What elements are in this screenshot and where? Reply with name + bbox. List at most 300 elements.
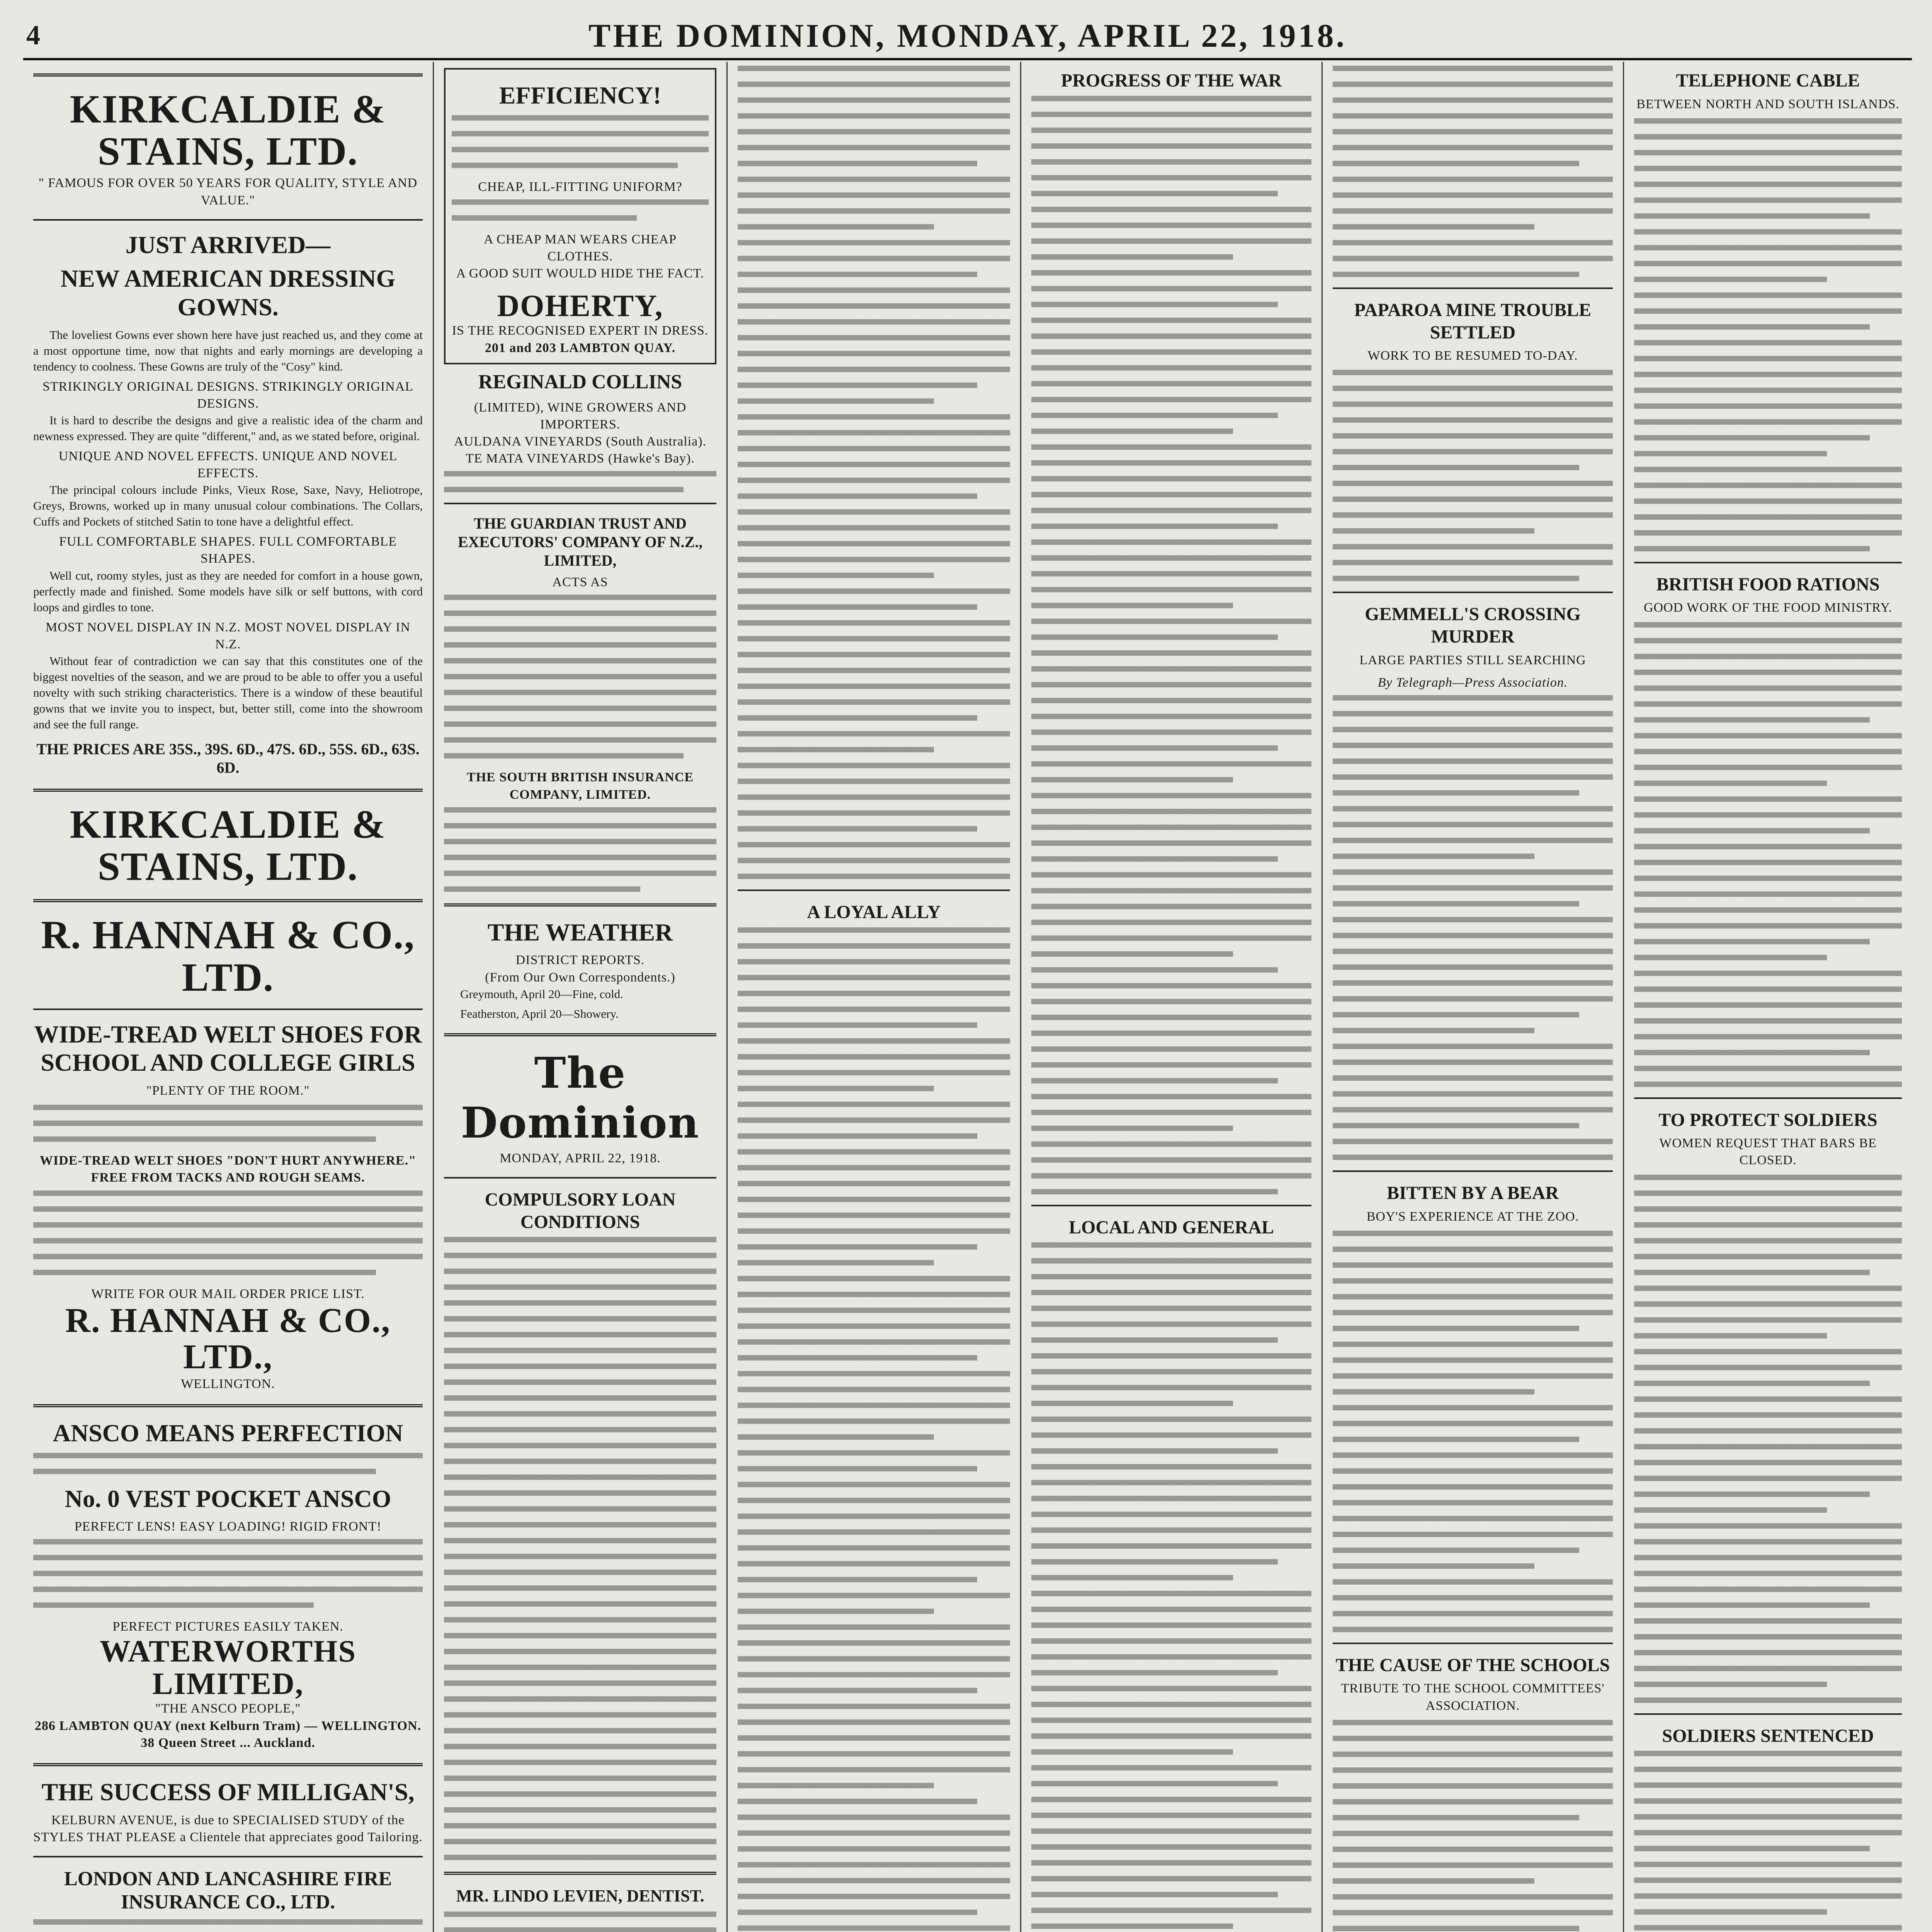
text-line [1031,1385,1311,1390]
text-line [1333,192,1613,198]
text-line [738,1894,1010,1899]
text-line [1031,555,1311,561]
text-line [1333,1500,1613,1505]
text-line [1031,1189,1278,1194]
food-rations-heading: BRITISH FOOD RATIONS [1656,574,1880,595]
text-line [1333,1862,1613,1868]
text-line [1333,980,1613,986]
text-line [738,351,1010,356]
text-line [1333,240,1613,245]
text-line [738,1102,1010,1107]
text-line [1031,238,1311,244]
divider [33,1856,423,1857]
text-line [1634,435,1870,440]
text-line [1634,1050,1870,1055]
dentist-levien: MR. LINDO LEVIEN, DENTIST. [456,1886,704,1906]
text-line [738,335,1010,340]
text-line [1031,1353,1311,1359]
text-line [738,794,1010,800]
text-line [1333,711,1613,716]
text-line [1333,66,1613,71]
schools-sub: TRIBUTE TO THE SCHOOL COMMITTEES' ASSOCIATION. [1341,1681,1605,1713]
text-line [1031,1781,1278,1786]
divider [33,1763,423,1766]
divider [444,503,716,504]
ad-ansco-model: No. 0 VEST POCKET ANSCO [65,1485,391,1512]
efficiency-ad [444,68,716,364]
ad-prices: THE PRICES ARE 35S., 39S. 6D., 47S. 6D., 55S. 6D., 63S. 6D. [36,740,420,777]
column-4 [1020,62,1321,1932]
ad-hannah-footer: WRITE FOR OUR MAIL ORDER PRICE LIST. [91,1286,365,1301]
text-line [1333,465,1579,470]
text-line [1634,1682,1827,1687]
columns [23,62,1912,1932]
text-line [1031,286,1311,291]
ad-ansco-features: PERFECT LENS! EASY LOADING! RIGID FRONT! [74,1519,382,1534]
text-line [738,1815,1010,1820]
divider [1333,592,1613,593]
text-line [1031,1607,1311,1612]
text-line [1031,159,1311,165]
text-line [1333,1752,1613,1757]
text-line [738,1022,977,1028]
text-line [1634,134,1902,139]
text-line [738,991,1010,996]
text-line [738,446,1010,451]
article-text-lines [738,927,1010,1932]
text-line [1031,888,1311,893]
text-line [738,620,1010,626]
text-line [1333,822,1613,827]
text-line [1634,1878,1902,1883]
text-line [738,715,977,721]
text-line [738,1735,1010,1741]
text-line [1031,1274,1311,1279]
weather-sub: DISTRICT REPORTS. [515,953,645,968]
ad-paragraph: The loveliest Gowns ever shown here have just reached us, and they come at a most opportune time, now that nights and early mornings are developing a tendency to coolness. These Gowns are truly of the "Cosy" kind. [33,328,423,373]
text-line [738,684,1010,689]
column-3 [726,62,1020,1932]
text-line [1333,560,1613,565]
text-line [738,826,977,832]
text-line [1634,1476,1902,1481]
text-line [1634,514,1902,520]
text-line [1333,1611,1613,1616]
text-line [1333,1044,1613,1049]
text-line [1333,790,1579,796]
column-6 [1623,62,1912,1932]
text-line [1333,1310,1613,1315]
text-line [738,1149,1010,1155]
text-line [1634,1925,1902,1930]
text-line [1634,261,1902,266]
weather-heading: THE WEATHER [487,918,673,946]
text-line [1031,777,1233,782]
text-line [1333,386,1613,391]
text-line [1333,838,1613,843]
text-line [1634,986,1902,992]
divider [444,1033,716,1036]
ad-text [33,653,423,732]
paparoa-heading: PAPAROA MINE TROUBLE SETTLED [1354,300,1592,343]
text-line [1333,528,1534,534]
text-line [1634,530,1902,536]
text-line [1634,467,1902,472]
text-line [1031,1173,1311,1179]
divider [1333,287,1613,289]
text-line [1031,840,1311,846]
text-line [1031,524,1278,529]
text-line [1031,1448,1278,1454]
text-line [1333,544,1613,549]
text-line [1333,1155,1613,1160]
text-line [738,763,1010,768]
text-line [1031,1844,1311,1850]
text-line [738,1466,977,1471]
ad-subheading: UNIQUE AND NOVEL EFFECTS. UNIQUE AND NOVEL EFFECTS. [58,449,398,481]
text-line [738,145,1010,150]
masthead [23,15,1912,60]
text-line [1634,717,1870,723]
text-line [738,1577,977,1582]
compulsory-loan-heading: COMPULSORY LOAN CONDITIONS [485,1189,676,1232]
text-line [1031,1702,1311,1707]
text-line [1634,1893,1902,1899]
text-line [1333,1060,1613,1065]
text-line [1333,1516,1613,1521]
text-line [1634,182,1902,187]
text-line [1031,1015,1311,1020]
text-line [1333,1437,1579,1442]
text-line [1634,324,1870,330]
text-line [1031,1654,1311,1660]
text-line [738,1276,1010,1281]
text-line [1634,1254,1902,1259]
text-line [1031,397,1311,402]
text-line [738,224,934,230]
telephone-cable-heading: TELEPHONE CABLE [1676,70,1860,91]
text-line [1333,256,1613,261]
ad-kirkcaldie-title: KIRKCALDIE & STAINS, LTD. [70,87,386,174]
text-line [1031,1110,1311,1115]
text-line [738,1070,1010,1075]
divider [33,899,423,902]
weather-reports [444,986,716,1022]
text-line [1634,118,1902,124]
text-line [1634,372,1902,377]
ad-text-lines [33,1105,423,1142]
text-line [1634,1270,1870,1275]
text-line [1634,1523,1902,1529]
text-line [1634,1798,1902,1804]
text-line [1333,1532,1613,1537]
text-line [1333,1357,1613,1363]
text-line [1634,1190,1902,1196]
gemmell-byline: By Telegraph—Press Association. [1378,675,1568,690]
text-line [1031,270,1311,276]
text-line [1031,587,1311,592]
text-line [1333,1736,1613,1741]
text-line [1634,828,1870,833]
ad-text-lines [452,115,709,168]
text-line [1333,917,1613,922]
guardian-acts: ACTS AS [552,575,608,590]
text-line [738,1799,977,1804]
text-line [1333,433,1613,439]
ad-text-lines [452,199,709,221]
text-line [738,1862,1010,1867]
text-line [1031,381,1311,386]
text-line [738,779,1010,784]
text-line [738,525,1010,531]
ad-just-arrived: JUST ARRIVED— [125,231,331,259]
text-line [1333,1028,1534,1033]
article-text-lines [1634,1751,1902,1932]
text-line [738,1624,1010,1630]
text-line [1634,923,1902,929]
text-line [1634,701,1902,707]
text-line [1634,749,1902,754]
text-line [1333,1926,1579,1931]
text-line [738,66,1010,71]
text-line [738,192,1010,198]
south-british-heading: THE SOUTH BRITISH INSURANCE COMPANY, LIMITED. [466,770,694,802]
text-line [738,1007,1010,1012]
bear-heading: BITTEN BY A BEAR [1386,1182,1559,1203]
text-line [1333,1139,1613,1144]
text-line [738,240,1010,245]
text-line [1031,1078,1278,1083]
text-line [1031,745,1278,751]
text-line [738,82,1010,87]
text-line [738,1719,1010,1725]
text-line [738,1355,977,1361]
ad-text-lines [444,1912,716,1932]
food-rations-sub: GOOD WORK OF THE FOOD MINISTRY. [1643,600,1893,615]
text-line [1333,1231,1613,1236]
text-line [738,1704,1010,1709]
text-line [1634,1460,1902,1465]
text-line [1634,765,1902,770]
text-line [1634,340,1902,345]
ad-subheading: FULL COMFORTABLE SHAPES. FULL COMFORTABLE SHAPES. [59,534,397,566]
text-line [1031,207,1311,212]
ad-text-lines [444,807,716,892]
text-line [1634,1862,1902,1867]
text-line [1634,1587,1902,1592]
divider [33,219,423,221]
ad-text-lines [444,595,716,759]
divider [33,1404,423,1407]
text-line [1031,1046,1311,1052]
text-line [1031,1828,1311,1834]
text-line [1031,254,1233,260]
ad-hannah-title-2: R. HANNAH & CO., LTD., [65,1301,391,1376]
text-line [738,1767,1010,1772]
doherty-sub: IS THE RECOGNISED EXPERT IN DRESS. [452,323,709,338]
text-line [1031,413,1278,418]
article-text-lines [1031,96,1311,1194]
text-line [1031,935,1311,941]
column-2 [433,62,726,1932]
text-line [1031,1670,1278,1675]
text-line [1634,213,1870,219]
text-line [1333,97,1613,103]
text-line [1031,1432,1311,1438]
text-line [1634,1412,1902,1418]
column-1 [23,62,433,1932]
text-line [738,573,934,578]
text-line [1333,1107,1613,1112]
text-line [1333,1405,1613,1410]
text-line [1031,1512,1311,1517]
text-line [738,1783,934,1788]
ad-hannah-city: WELLINGTON. [181,1376,275,1391]
text-line [738,398,934,404]
text-line [738,1387,1010,1392]
text-line [738,652,1010,657]
text-line [738,1561,1010,1566]
text-line [1333,743,1613,748]
text-line [1031,96,1311,101]
divider [33,1009,423,1010]
efficiency-question: CHEAP, ILL-FITTING UNIFORM? [478,179,682,194]
text-line [738,161,977,166]
text-line [1333,1342,1613,1347]
text-line [738,1498,1010,1503]
protect-soldiers-heading: TO PROTECT SOLDIERS [1658,1109,1878,1130]
text-line [738,129,1010,134]
text-line [1031,825,1311,830]
text-line [1031,191,1278,196]
text-line [1634,1666,1902,1671]
text-line [1031,634,1278,640]
text-line [1031,682,1311,687]
text-line [1634,166,1902,171]
bear-sub: BOY'S EXPERIENCE AT THE ZOO. [1366,1209,1579,1224]
text-line [1031,1464,1311,1469]
text-line [1333,481,1613,486]
text-line [1333,1548,1579,1553]
text-line [738,1609,934,1614]
text-line [1634,1814,1902,1820]
text-line [1031,1290,1311,1295]
article-text-lines [1634,1175,1902,1703]
text-line [1031,143,1311,149]
text-line [738,1165,1010,1170]
ad-hannah-heading: WIDE-TREAD WELT SHOES FOR SCHOOL AND COLLEGE GIRLS [34,1020,422,1077]
text-line [1634,844,1902,849]
text-line [1333,82,1613,87]
text-line [1634,685,1902,691]
divider [1333,1170,1613,1172]
text-line [738,1244,977,1250]
text-line [1031,1306,1311,1311]
text-line [1031,223,1311,228]
text-line [738,975,1010,980]
text-line [1333,1278,1613,1284]
text-line [1333,1627,1613,1632]
text-line [738,1371,1010,1376]
text-line [738,943,1010,949]
text-line [1031,1337,1278,1343]
text-line [1031,666,1311,672]
ad-waterworths-sub: "THE ANSCO PEOPLE," [155,1701,301,1716]
text-line [738,1213,1010,1218]
article-text-lines [1333,66,1613,277]
text-line [1031,761,1311,767]
text-line [1031,112,1311,117]
text-line [1333,1123,1579,1128]
text-line [738,731,1010,736]
text-line [1634,907,1902,913]
divider [33,789,423,792]
text-line [1031,571,1311,577]
text-line [738,604,977,610]
doherty-address: 201 and 203 LAMBTON QUAY. [485,340,676,355]
text-line [1031,1923,1233,1929]
text-line [1031,999,1311,1004]
text-line [1333,1012,1579,1017]
text-line [1634,1238,1902,1243]
ad-text-lines [33,1919,423,1932]
text-line [738,1038,1010,1044]
text-line [1031,1575,1233,1580]
text-line [1634,733,1902,738]
text-line [1333,272,1579,277]
text-line [1333,885,1613,891]
text-line [1031,1876,1311,1881]
text-line [1031,1765,1311,1770]
article-text-lines [1333,695,1613,1160]
text-line [1031,1543,1311,1549]
text-line [1031,1559,1278,1565]
text-line [738,287,1010,293]
text-line [1634,1634,1902,1639]
text-line [738,959,1010,964]
text-line [1333,129,1613,134]
text-line [738,1450,1010,1456]
text-line [1333,1468,1613,1474]
text-line [1031,1141,1311,1147]
divider [1634,1097,1902,1099]
text-line [738,303,1010,309]
text-line [738,1434,934,1440]
text-line [1031,904,1311,909]
text-line [1634,1767,1902,1772]
text-line [1634,1034,1902,1039]
gemmell-sub: LARGE PARTIES STILL SEARCHING [1359,653,1586,667]
text-line [1634,622,1902,628]
doherty-name: DOHERTY, [497,289,663,323]
text-line [1634,245,1902,250]
efficiency-tagline-2: A GOOD SUIT WOULD HIDE THE FACT. [456,266,704,281]
text-line [738,113,1010,119]
text-line [738,810,1010,816]
text-line [738,927,1010,933]
text-line [1634,781,1827,786]
text-line [738,430,1010,435]
text-line [738,1910,977,1915]
article-text-lines [1634,118,1902,551]
text-line [738,383,977,388]
text-line [1333,208,1613,214]
text-line [1634,939,1870,944]
text-line [738,1403,1010,1408]
text-line [1634,670,1902,675]
text-line [1031,1718,1311,1723]
text-line [738,1197,1010,1202]
